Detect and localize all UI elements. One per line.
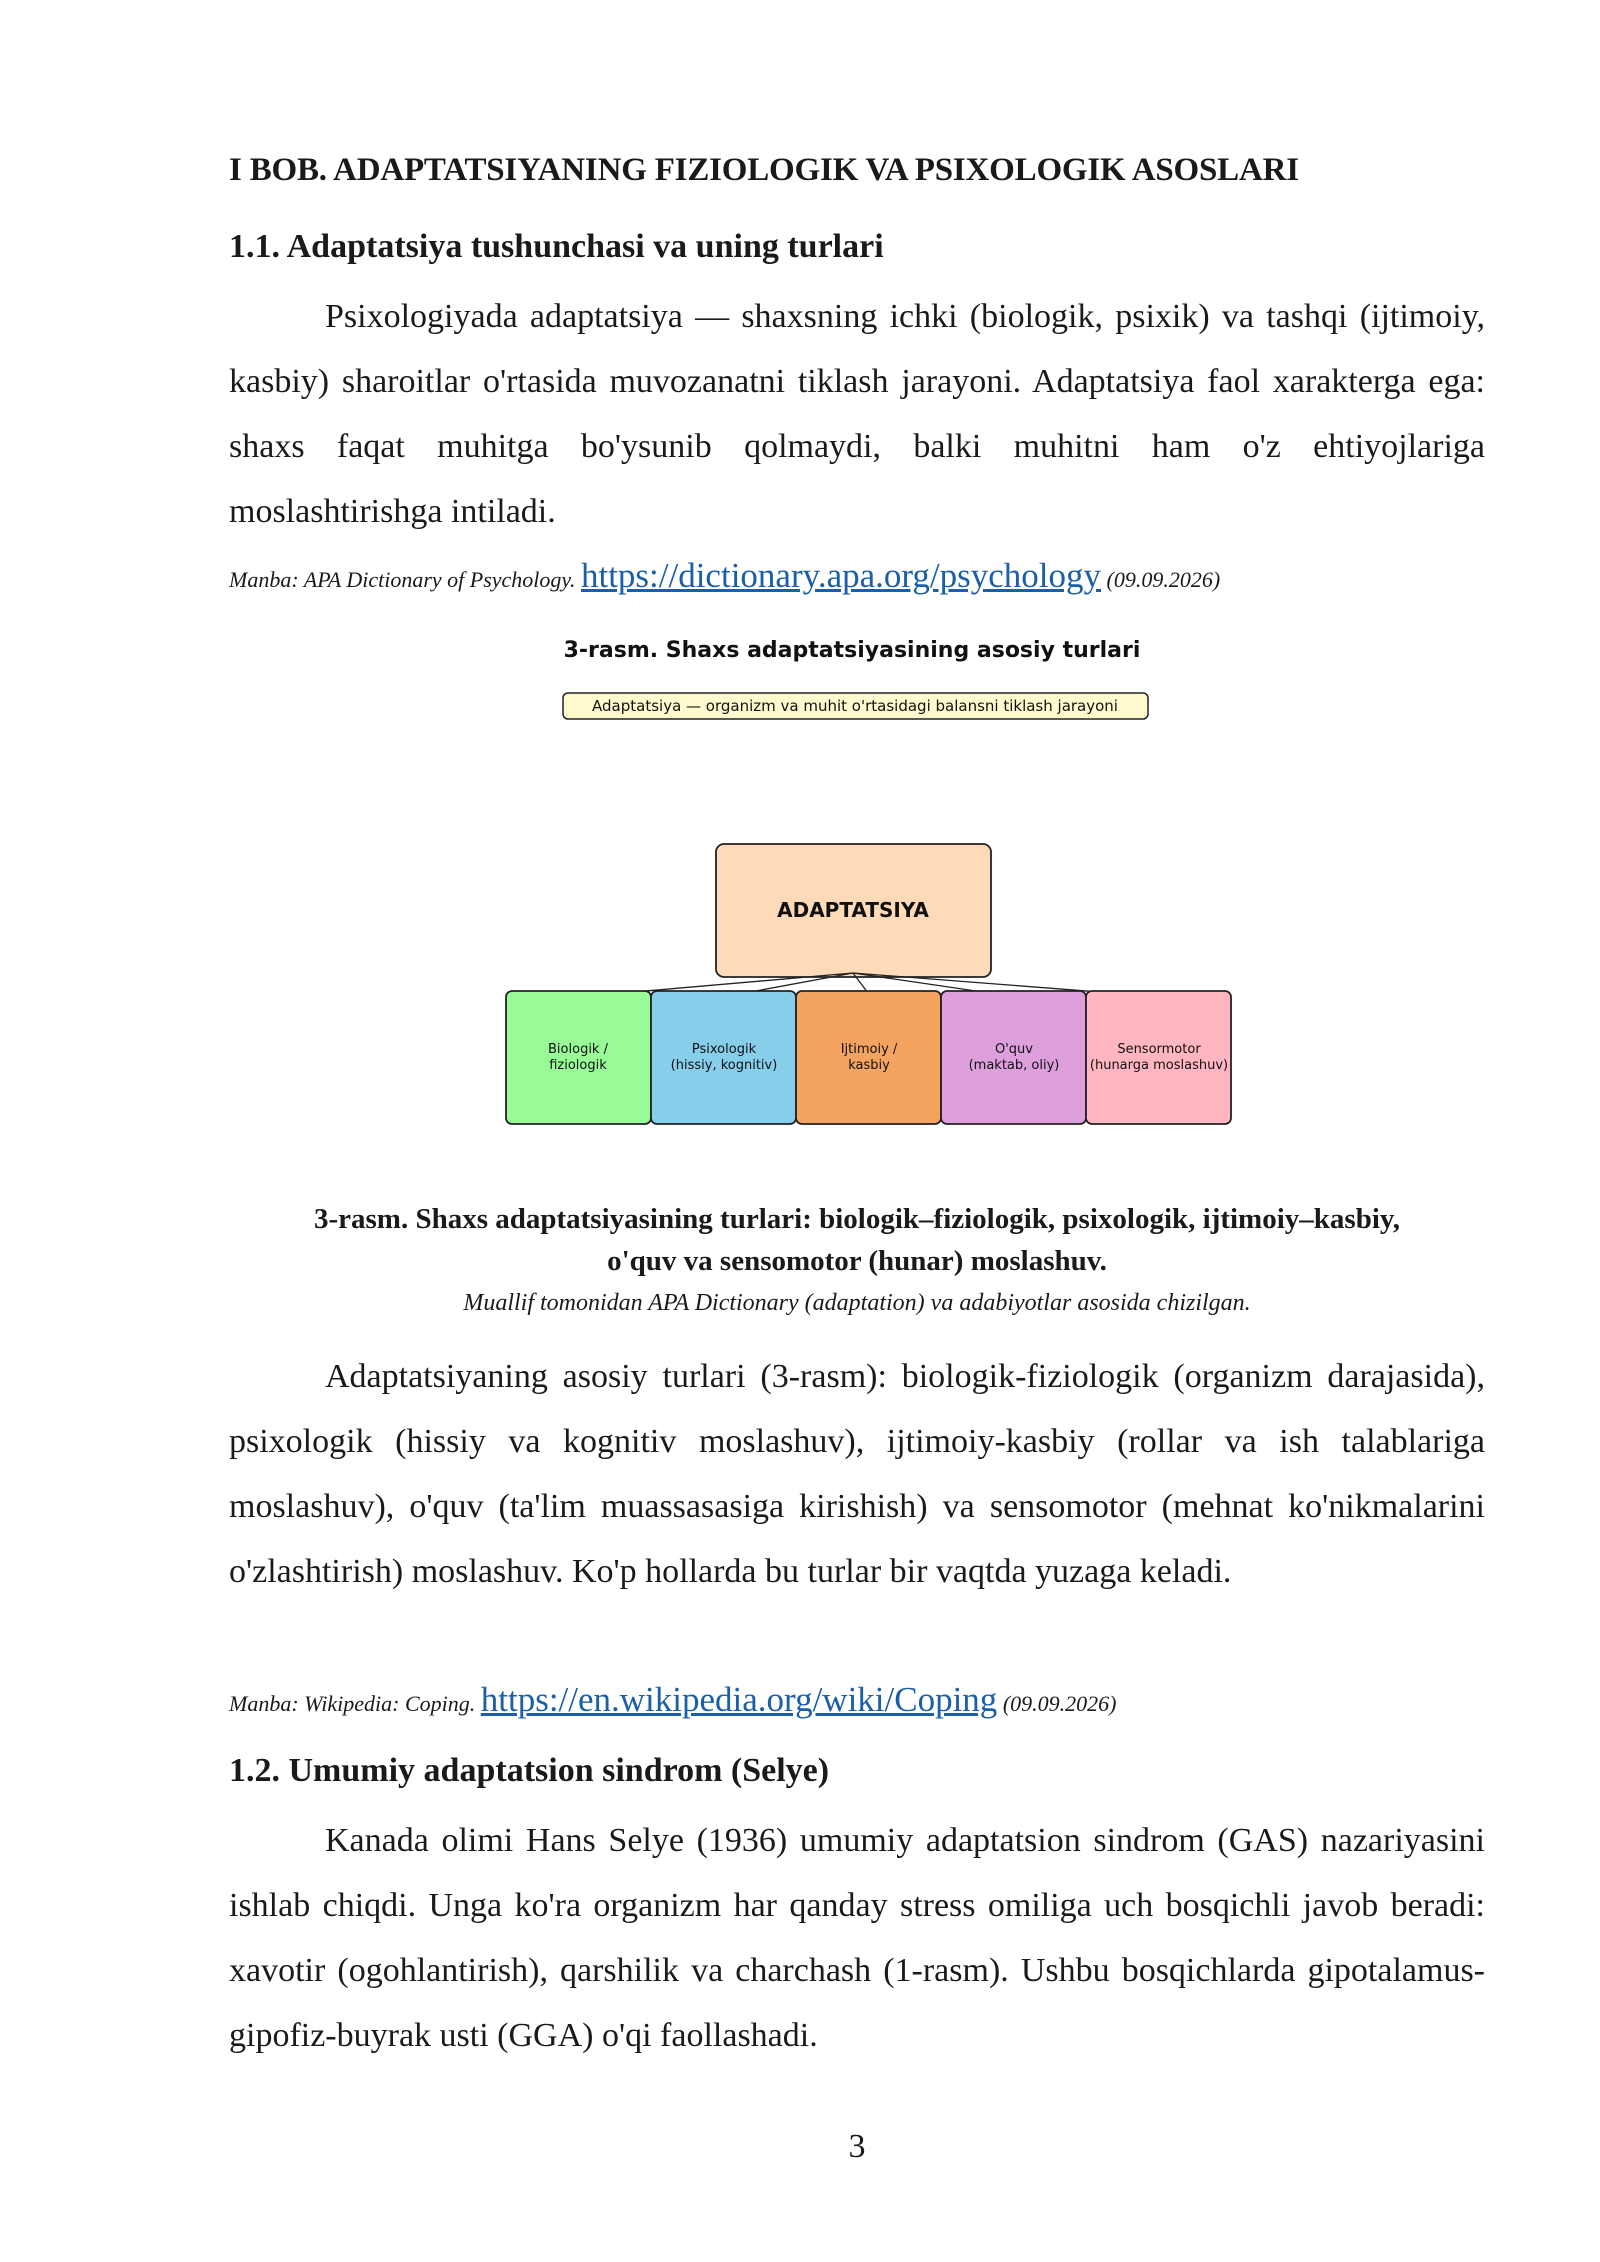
section-heading-1-1: 1.1. Adaptatsiya tushunchasi va uning turlari bbox=[229, 228, 884, 265]
type-box-oquv bbox=[941, 991, 1086, 1124]
source-link-apa[interactable]: https://dictionary.apa.org/psychology bbox=[580, 556, 1102, 595]
source-prefix: Manba: APA Dictionary of Psychology. bbox=[229, 567, 576, 592]
source-prefix: Manba: Wikipedia: Coping. bbox=[229, 1691, 476, 1716]
figure-credit: Muallif tomonidan APA Dictionary (adaptation) va adabiyotlar asosida chizilgan. bbox=[463, 1290, 1251, 1316]
diagram-svg bbox=[229, 620, 1485, 1180]
type-box-sensormotor bbox=[1086, 991, 1231, 1124]
page-number: 3 bbox=[848, 2128, 866, 2165]
paragraph-adaptation-definition: Psixologiyada adaptatsiya — shaxsning ichki (biologik, psixik) va tashqi (ijtimoiy, kasbiy) sharoitlar o'rtasida muvozanatni tiklash jarayoni. Adaptatsiya faol xarakterga ega: shaxs faqat muhitga bo'ysunib qolmaydi, balki muhitni ham o'z ehtiyojlariga moslashtirishga intiladi. bbox=[229, 298, 1485, 530]
center-label: ADAPTATSIYA bbox=[777, 898, 929, 922]
banner-text: Adaptatsiya — organizm va muhit o'rtasidagi balansni tiklash jarayoni bbox=[592, 697, 1118, 715]
caption-line-2: o'quv va sensomotor (hunar) moslashuv. bbox=[607, 1245, 1107, 1277]
source-date: (09.09.2026) bbox=[1002, 1691, 1117, 1716]
type-label-line1: Sensormotor bbox=[1117, 1042, 1201, 1057]
type-box-psixologik bbox=[651, 991, 796, 1124]
type-box-biologik bbox=[506, 991, 651, 1124]
type-label-line2: (hunarga moslashuv) bbox=[1089, 1058, 1229, 1073]
type-label-line1: Psixologik bbox=[691, 1042, 757, 1057]
section-heading-1-2: 1.2. Umumiy adaptatsion sindrom (Selye) bbox=[229, 1752, 830, 1789]
figure-adaptation-types bbox=[229, 620, 1485, 1180]
type-label-line1: Ijtimoiy / bbox=[840, 1042, 898, 1057]
type-label-line1: Biologik / bbox=[548, 1042, 608, 1057]
paragraph-selye-gas: Kanada olimi Hans Selye (1936) umumiy adaptatsion sindrom (GAS) nazariyasini ishlab chiqdi. Unga ko'ra organizm har qanday stress omiliga uch bosqichli javob beradi: xavotir (ogohlantirish), qarshilik va charchash (1-rasm). Ushbu bosqichlarda gipotalamus-gipofiz-buyrak usti (GGA) o'qi faollashadi. bbox=[229, 1822, 1485, 2054]
type-label-line2: kasbiy bbox=[848, 1058, 890, 1073]
type-box-ijtimoiy bbox=[796, 991, 941, 1124]
type-label-line2: (hissiy, kognitiv) bbox=[670, 1058, 778, 1073]
source-citation-apa bbox=[229, 556, 1220, 596]
type-label-line1: O'quv bbox=[995, 1042, 1033, 1057]
type-label-line2: fiziologik bbox=[549, 1058, 607, 1073]
chapter-title: I BOB. ADAPTATSIYANING FIZIOLOGIK VA PSIXOLOGIK ASOSLARI bbox=[229, 152, 1299, 188]
source-citation-wikipedia bbox=[229, 1680, 1116, 1720]
source-link-wikipedia[interactable]: https://en.wikipedia.org/wiki/Coping bbox=[480, 1680, 998, 1719]
paragraph-adaptation-types: Adaptatsiyaning asosiy turlari (3-rasm): biologik-fiziologik (organizm darajasida), psixologik (hissiy va kognitiv moslashuv), ijtimoiy-kasbiy (rollar va ish talablariga moslashuv), o'quv (ta'lim muassasasiga kirishish) va sensomotor (mehnat ko'nikmalarini o'zlashtirish) moslashuv. Ko'p hollarda bu turlar bir vaqtda yuzaga keladi. bbox=[229, 1358, 1485, 1590]
type-label-line2: (maktab, oliy) bbox=[968, 1058, 1060, 1073]
figure-caption bbox=[229, 1198, 1485, 1282]
source-date: (09.09.2026) bbox=[1106, 567, 1221, 592]
caption-line-1: 3-rasm. Shaxs adaptatsiyasining turlari: biologik–fiziologik, psixologik, ijtimoiy–kasbiy, bbox=[313, 1203, 1401, 1235]
figure-title: 3-rasm. Shaxs adaptatsiyasining asosiy turlari bbox=[563, 638, 1141, 663]
